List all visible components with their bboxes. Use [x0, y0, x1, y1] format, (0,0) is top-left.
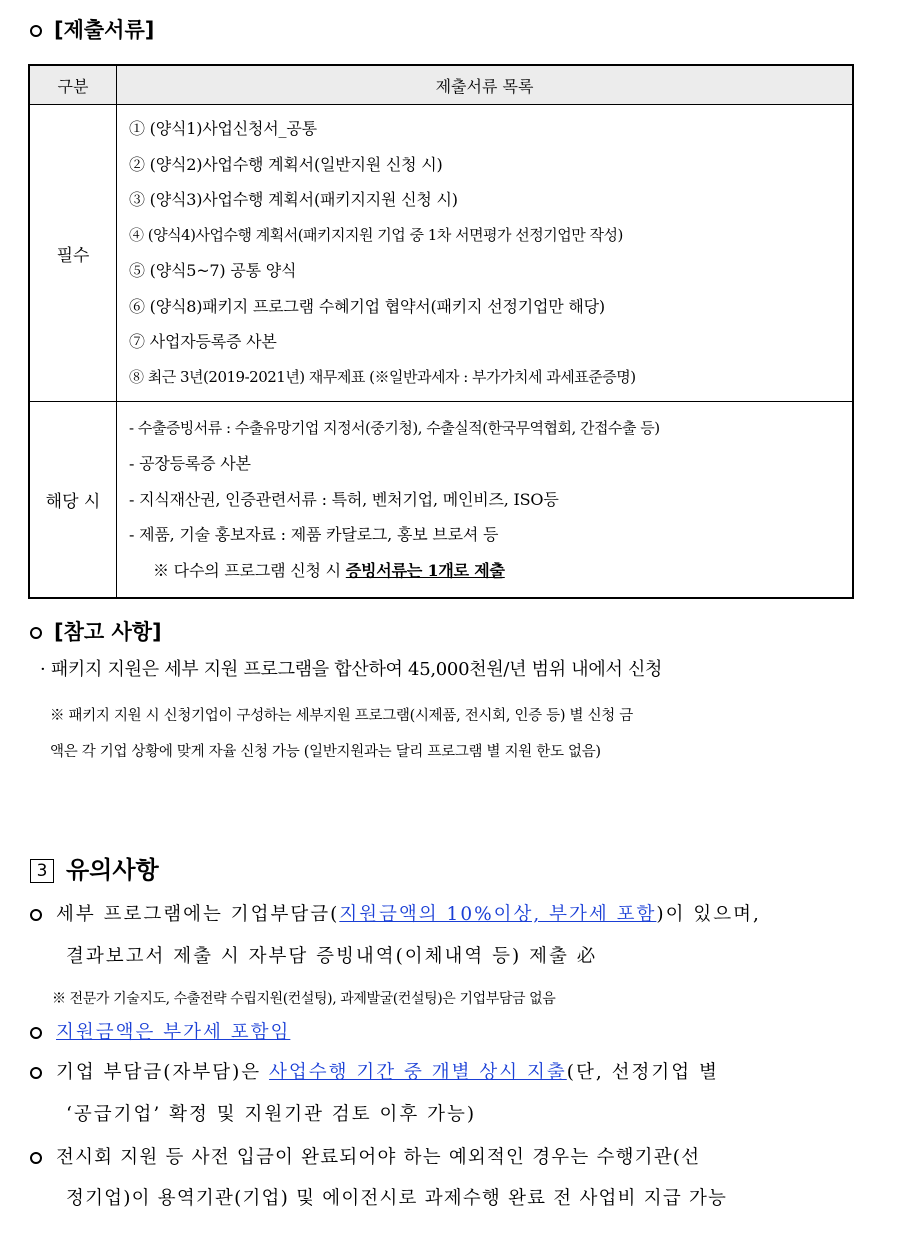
table-row-required — [29, 105, 853, 402]
caution-item-1-line2: 결과보고서 제출 시 자부담 증빙내역(이체내역 등) 제출 必 — [66, 946, 598, 967]
list-item: ⑦ 사업자등록증 사본 — [129, 332, 277, 351]
category-applicable: 해당 시 — [29, 402, 117, 598]
text-segment: )이 있으며, — [656, 904, 761, 925]
note-emphasis: 증빙서류는 1개로 제출 — [345, 560, 505, 580]
text-segment: 세부 프로그램에는 기업부담금( — [56, 904, 340, 925]
section3-title: 유의사항 — [66, 856, 159, 884]
submit-docs-title: [제출서류] — [54, 18, 155, 42]
section3-heading — [30, 850, 159, 885]
highlight-text: 지원금액은 부가세 포함임 — [56, 1022, 291, 1043]
list-item: - 공장등록증 사본 — [129, 454, 251, 473]
list-item: ⑧ 최근 3년(2019-2021년) 재무제표 (※일반과세자 : 부가가치세 과세표준증명) — [129, 367, 636, 386]
caution-item-4 — [30, 1143, 700, 1169]
table-row-applicable — [29, 402, 853, 598]
text-segment: 전시회 지원 등 사전 입금이 완료되어야 하는 예외적인 경우는 수행기관(선 — [56, 1147, 701, 1168]
section-number-box: 3 — [30, 859, 54, 883]
list-item: ④ (양식4)사업수행 계획서(패키지지원 기업 중 1차 서면평가 선정기업만 작성) — [129, 225, 623, 244]
caution-item-2 — [30, 1018, 290, 1044]
submit-docs-table — [28, 64, 854, 599]
circle-bullet-icon — [30, 1027, 42, 1039]
list-item: ② (양식2)사업수행 계획서(일반지원 신청 시) — [129, 154, 443, 174]
circle-bullet-icon — [30, 909, 42, 921]
header-category: 구분 — [29, 65, 117, 105]
caution-item-1-note: ※ 전문가 기술지도, 수출전략 수립지원(컨설팅), 과제발굴(컨설팅)은 기업부담금 없음 — [52, 991, 556, 1007]
circle-bullet-icon — [30, 25, 42, 37]
reference-note-line1: ※ 패키지 지원 시 신청기업이 구성하는 세부지원 프로그램(시제품, 전시회, 인증 등) 별 신청 금 — [50, 708, 634, 724]
applicable-items — [117, 402, 854, 598]
circle-bullet-icon — [30, 627, 42, 639]
reference-title: [참고 사항] — [54, 620, 162, 644]
reference-bullet: · 패키지 지원은 세부 지원 프로그램을 합산하여 45,000천원/년 범위 내에서 신청 — [40, 659, 663, 680]
submit-docs-heading — [30, 14, 154, 44]
highlight-text: 사업수행 기간 중 개별 상시 지출 — [269, 1062, 567, 1083]
note-prefix: ※ 다수의 프로그램 신청 시 — [153, 560, 346, 580]
multi-program-note — [129, 553, 852, 589]
circle-bullet-icon — [30, 1067, 42, 1079]
caution-item-1 — [30, 900, 761, 926]
caution-item-4-line2: 정기업)이 용역기관(기업) 및 에이전시로 과제수행 완료 전 사업비 지급 가능 — [66, 1188, 728, 1209]
category-required: 필수 — [29, 105, 117, 402]
highlight-text: 지원금액의 10%이상, 부가세 포함 — [339, 904, 657, 925]
list-item: - 제품, 기술 홍보자료 : 제품 카달로그, 홍보 브로셔 등 — [129, 525, 499, 544]
circle-bullet-icon — [30, 1152, 42, 1164]
list-item: ⑥ (양식8)패키지 프로그램 수혜기업 협약서(패키지 선정기업만 해당) — [129, 296, 605, 316]
list-item: ① (양식1)사업신청서_공통 — [129, 119, 317, 138]
reference-note-line2: 액은 각 기업 상황에 맞게 자율 신청 가능 (일반지원과는 달리 프로그램 별 지원 한도 없음) — [50, 744, 601, 760]
text-segment: 기업 부담금(자부담)은 — [56, 1062, 270, 1083]
reference-heading — [30, 616, 162, 646]
header-doc-list: 제출서류 목록 — [117, 65, 854, 105]
text-segment: (단, 선정기업 별 — [566, 1062, 719, 1083]
list-item: ⑤ (양식5~7) 공통 양식 — [129, 261, 297, 280]
caution-item-3 — [30, 1058, 719, 1084]
required-items — [117, 105, 854, 402]
table-header-row — [29, 65, 853, 105]
list-item: - 지식재산권, 인증관련서류 : 특허, 벤처기업, 메인비즈, ISO등 — [129, 489, 559, 509]
caution-item-3-line2: ‘공급기업’ 확정 및 지원기관 검토 이후 가능) — [66, 1104, 477, 1125]
list-item: ③ (양식3)사업수행 계획서(패키지지원 신청 시) — [129, 190, 458, 209]
list-item: - 수출증빙서류 : 수출유망기업 지정서(중기청), 수출실적(한국무역협회, 간접수출 등) — [129, 418, 660, 437]
